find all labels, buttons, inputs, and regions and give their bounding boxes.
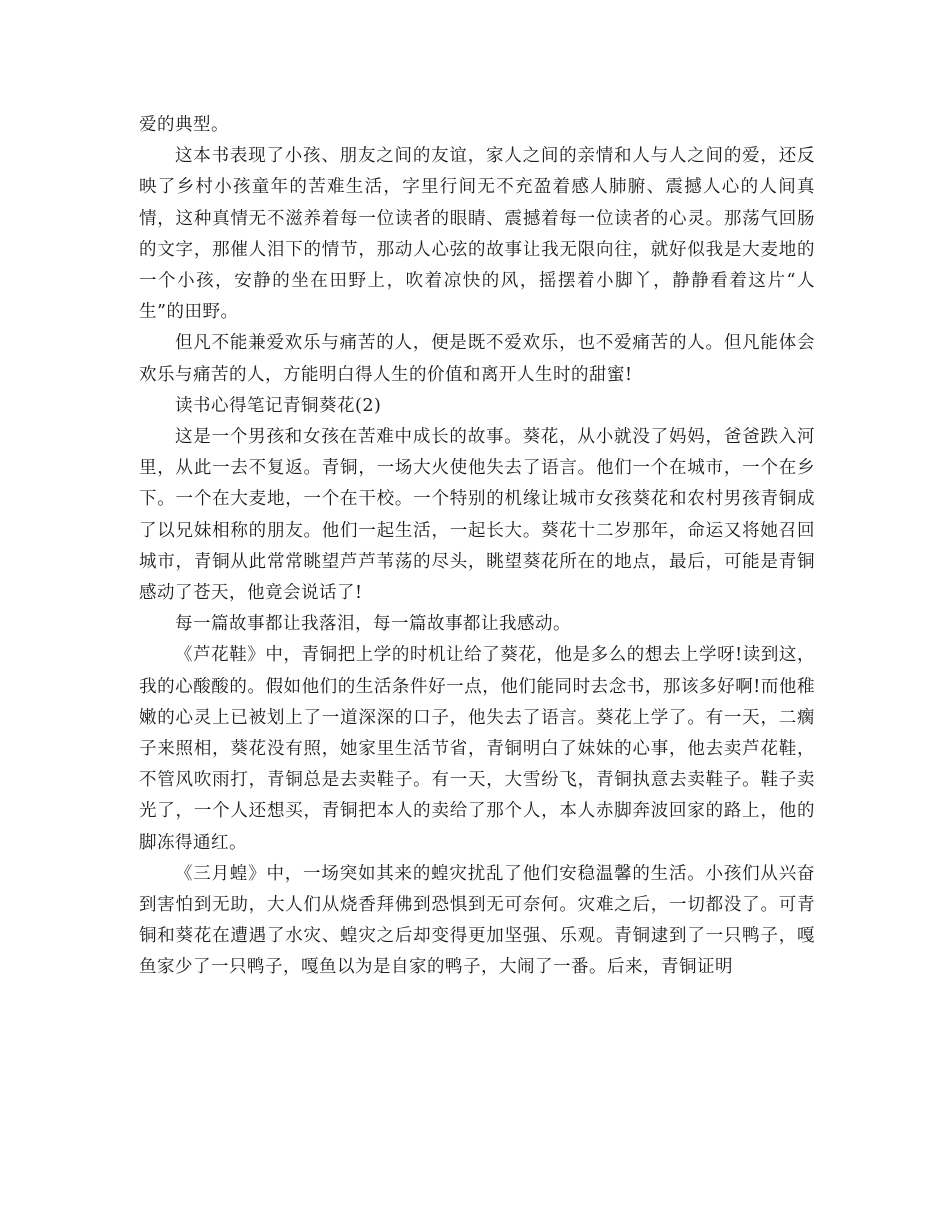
paragraph: 《三月蝗》中，一场突如其来的蝗灾扰乱了他们安稳温馨的生活。小孩们从兴奋到害怕到无助，大人们从烧香拜佛到恐惧到无可奈何。灾难之后，一切都没了。可青铜和葵花在遭遇了水灾、蝗灾之后却变得更加坚强、乐观。青铜逮到了一只鸭子，嘎鱼家少了一只鸭子，嘎鱼以为是自家的鸭子，大闹了一番。后来，青铜证明 — [139, 863, 815, 978]
section-heading: 读书心得笔记青铜葵花(2) — [175, 395, 382, 416]
paragraph: 《芦花鞋》中，青铜把上学的时机让给了葵花，他是多么的想去上学呀!读到这，我的心酸酸的。假如他们的生活条件好一点，他们能同时去念书，那该多好啊!而他稚嫩的心灵上已被划上了一道深深的口子，他失去了语言。葵花上学了。有一天，二瘸子来照相，葵花没有照，她家里生活节省，青铜明白了妹妹的心事，他去卖芦花鞋，不管风吹雨打，青铜总是去卖鞋子。有一天，大雪纷飞，青铜执意去卖鞋子。鞋子卖光了，一个人还想买，青铜把本人的卖给了那个人，本人赤脚奔波回家的路上，他的脚冻得通红。 — [139, 645, 815, 853]
paragraph: 每一篇故事都让我落泪，每一篇故事都让我感动。 — [175, 614, 571, 635]
paragraph: 爱的典型。 — [139, 115, 229, 135]
paragraph: 但凡不能兼爱欢乐与痛苦的人，便是既不爱欢乐，也不爱痛苦的人。但凡能体会欢乐与痛苦的人，方能明白得人生的价值和离开人生时的甜蜜! — [139, 333, 815, 385]
paragraph: 这本书表现了小孩、朋友之间的友谊，家人之间的亲情和人与人之间的爱，还反映了乡村小孩童年的苦难生活，字里行间无不充盈着感人肺腑、震撼人心的人间真情，这种真情无不滋养着每一位读者的眼睛、震撼着每一位读者的心灵。那荡气回肠的文字，那催人泪下的情节，那动人心弦的故事让我无限向往，就好似我是大麦地的一个小孩，安静的坐在田野上，吹着凉快的风，摇摆着小脚丫，静静看着这片“人生”的田野。 — [139, 146, 815, 323]
document-body — [139, 110, 815, 984]
paragraph: 这是一个男孩和女孩在苦难中成长的故事。葵花，从小就没了妈妈，爸爸跌入河里，从此一去不复返。青铜，一场大火使他失去了语言。他们一个在城市，一个在乡下。一个在大麦地，一个在干校。一个特别的机缘让城市女孩葵花和农村男孩青铜成了以兄妹相称的朋友。他们一起生活，一起长大。葵花十二岁那年，命运又将她召回城市，青铜从此常常眺望芦芦苇荡的尽头，眺望葵花所在的地点，最后，可能是青铜感动了苍天，他竟会说话了! — [139, 427, 815, 604]
